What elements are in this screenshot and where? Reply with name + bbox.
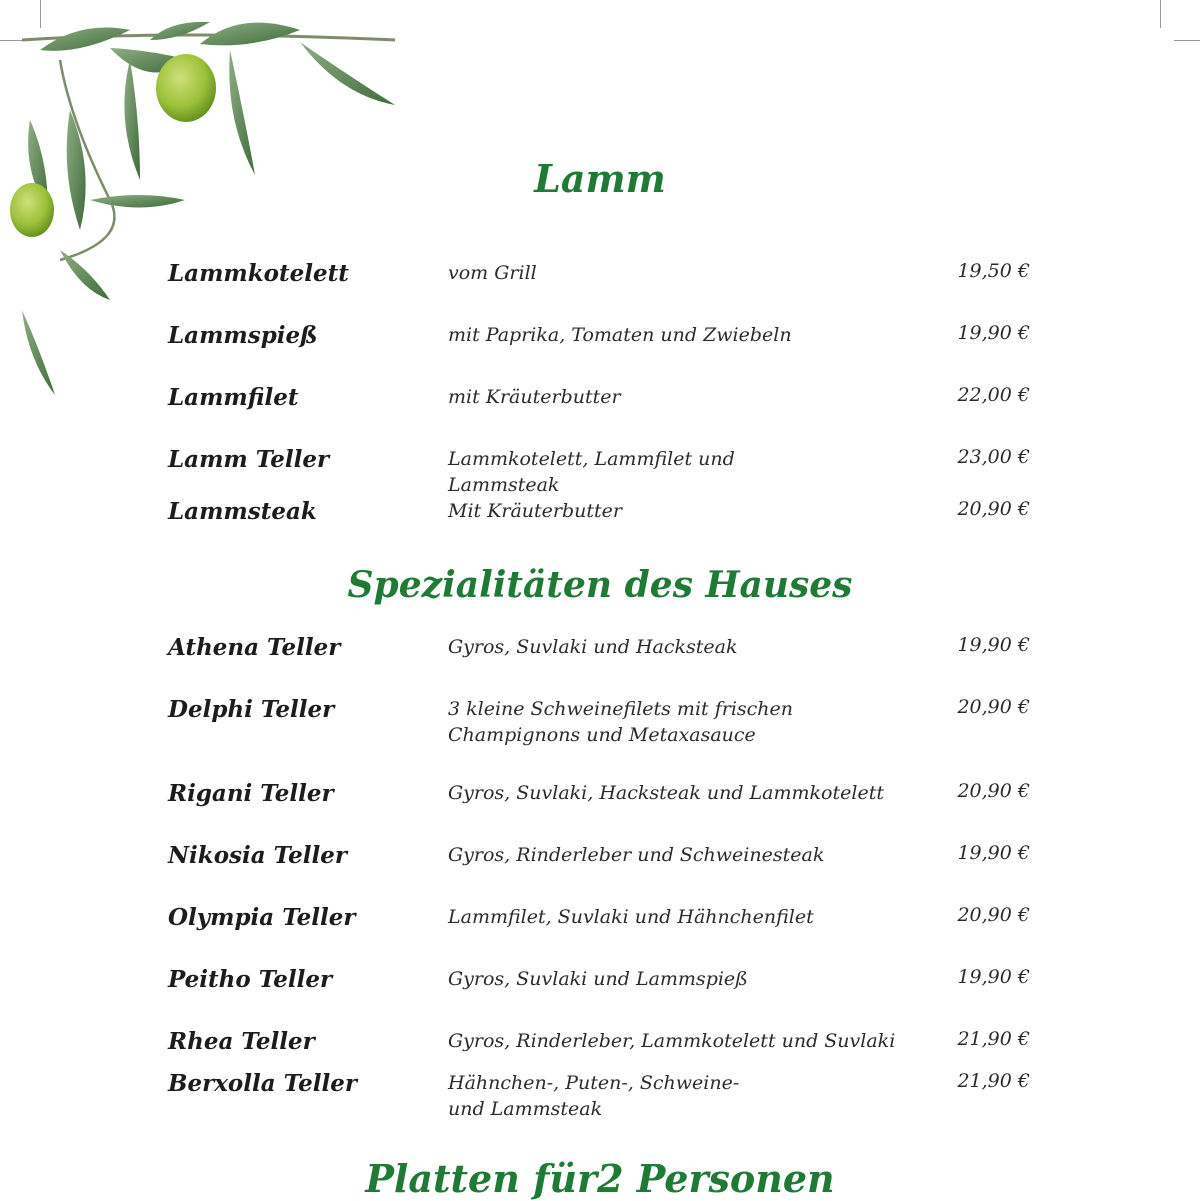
menu-item-price: 20,90 € [957,696,1030,718]
menu-item [0,1070,1200,1130]
menu-item [0,446,1200,506]
menu-item [0,498,1200,558]
menu-item-price: 23,00 € [957,446,1030,468]
menu-item [0,634,1200,694]
menu-item-name: Rhea Teller [168,1028,315,1055]
menu-item-description: Gyros, Rinderleber, Lammkotelett und Suvlaki [448,1030,896,1052]
menu-item-name: Lammsteak [168,498,317,525]
menu-item-description: Gyros, Suvlaki, Hacksteak und Lammkotelett [448,782,884,804]
menu-item-description: 3 kleine Schweinefilets mit frischen Champignons und Metaxasauce [448,698,794,746]
menu-item [0,780,1200,840]
menu-item-price: 20,90 € [957,498,1030,520]
menu-item-name: Rigani Teller [168,780,334,807]
menu-item-name: Lammkotelett [168,260,349,287]
menu-item-description: vom Grill [448,262,537,284]
menu-item-price: 19,90 € [957,842,1030,864]
menu-item-name: Berxolla Teller [168,1070,357,1097]
menu-item-name: Lamm Teller [168,446,330,473]
menu-item-name: Athena Teller [168,634,341,661]
menu-item-price: 21,90 € [957,1070,1030,1092]
crop-mark-top-right-vertical [1160,0,1161,28]
menu-item [0,966,1200,1026]
menu-item-description: mit Kräuterbutter [448,386,621,408]
menu-item-description: Hähnchen-, Puten-, Schweine- und Lammsteak [448,1072,740,1120]
section-title-platten: Platten für2 Personen [365,1156,835,1201]
menu-item [0,260,1200,320]
menu-item-name: Lammspieß [168,322,318,349]
menu-item-description: Gyros, Suvlaki und Lammspieß [448,968,748,990]
section-title-spezialitaeten: Spezialitäten des Hauses [347,564,853,606]
menu-item-price: 20,90 € [957,780,1030,802]
section-title-lamm: Lamm [534,156,666,201]
menu-item [0,842,1200,902]
menu-item [0,384,1200,444]
menu-item-price: 22,00 € [957,384,1030,406]
menu-item-price: 19,90 € [957,322,1030,344]
menu-item-description: Gyros, Rinderleber und Schweinesteak [448,844,825,866]
menu-item-name: Peitho Teller [168,966,333,993]
menu-item-description: Lammkotelett, Lammfilet und Lammsteak [448,448,735,496]
menu-item-name: Olympia Teller [168,904,356,931]
menu-item-description: mit Paprika, Tomaten und Zwiebeln [448,324,792,346]
menu-item-price: 19,90 € [957,634,1030,656]
menu-item [0,322,1200,382]
menu-item-price: 21,90 € [957,1028,1030,1050]
crop-mark-top-right-horizontal [1174,40,1200,41]
menu-item-price: 20,90 € [957,904,1030,926]
menu-item-price: 19,50 € [957,260,1030,282]
menu-item-description: Mit Kräuterbutter [448,500,623,522]
menu-item-name: Nikosia Teller [168,842,347,869]
menu-item [0,904,1200,964]
menu-item-price: 19,90 € [957,966,1030,988]
menu-item-name: Lammfilet [168,384,299,411]
menu-item-name: Delphi Teller [168,696,335,723]
menu-item-description: Gyros, Suvlaki und Hacksteak [448,636,738,658]
menu-item [0,696,1200,756]
menu-item-description: Lammfilet, Suvlaki und Hähnchenfilet [448,906,814,928]
